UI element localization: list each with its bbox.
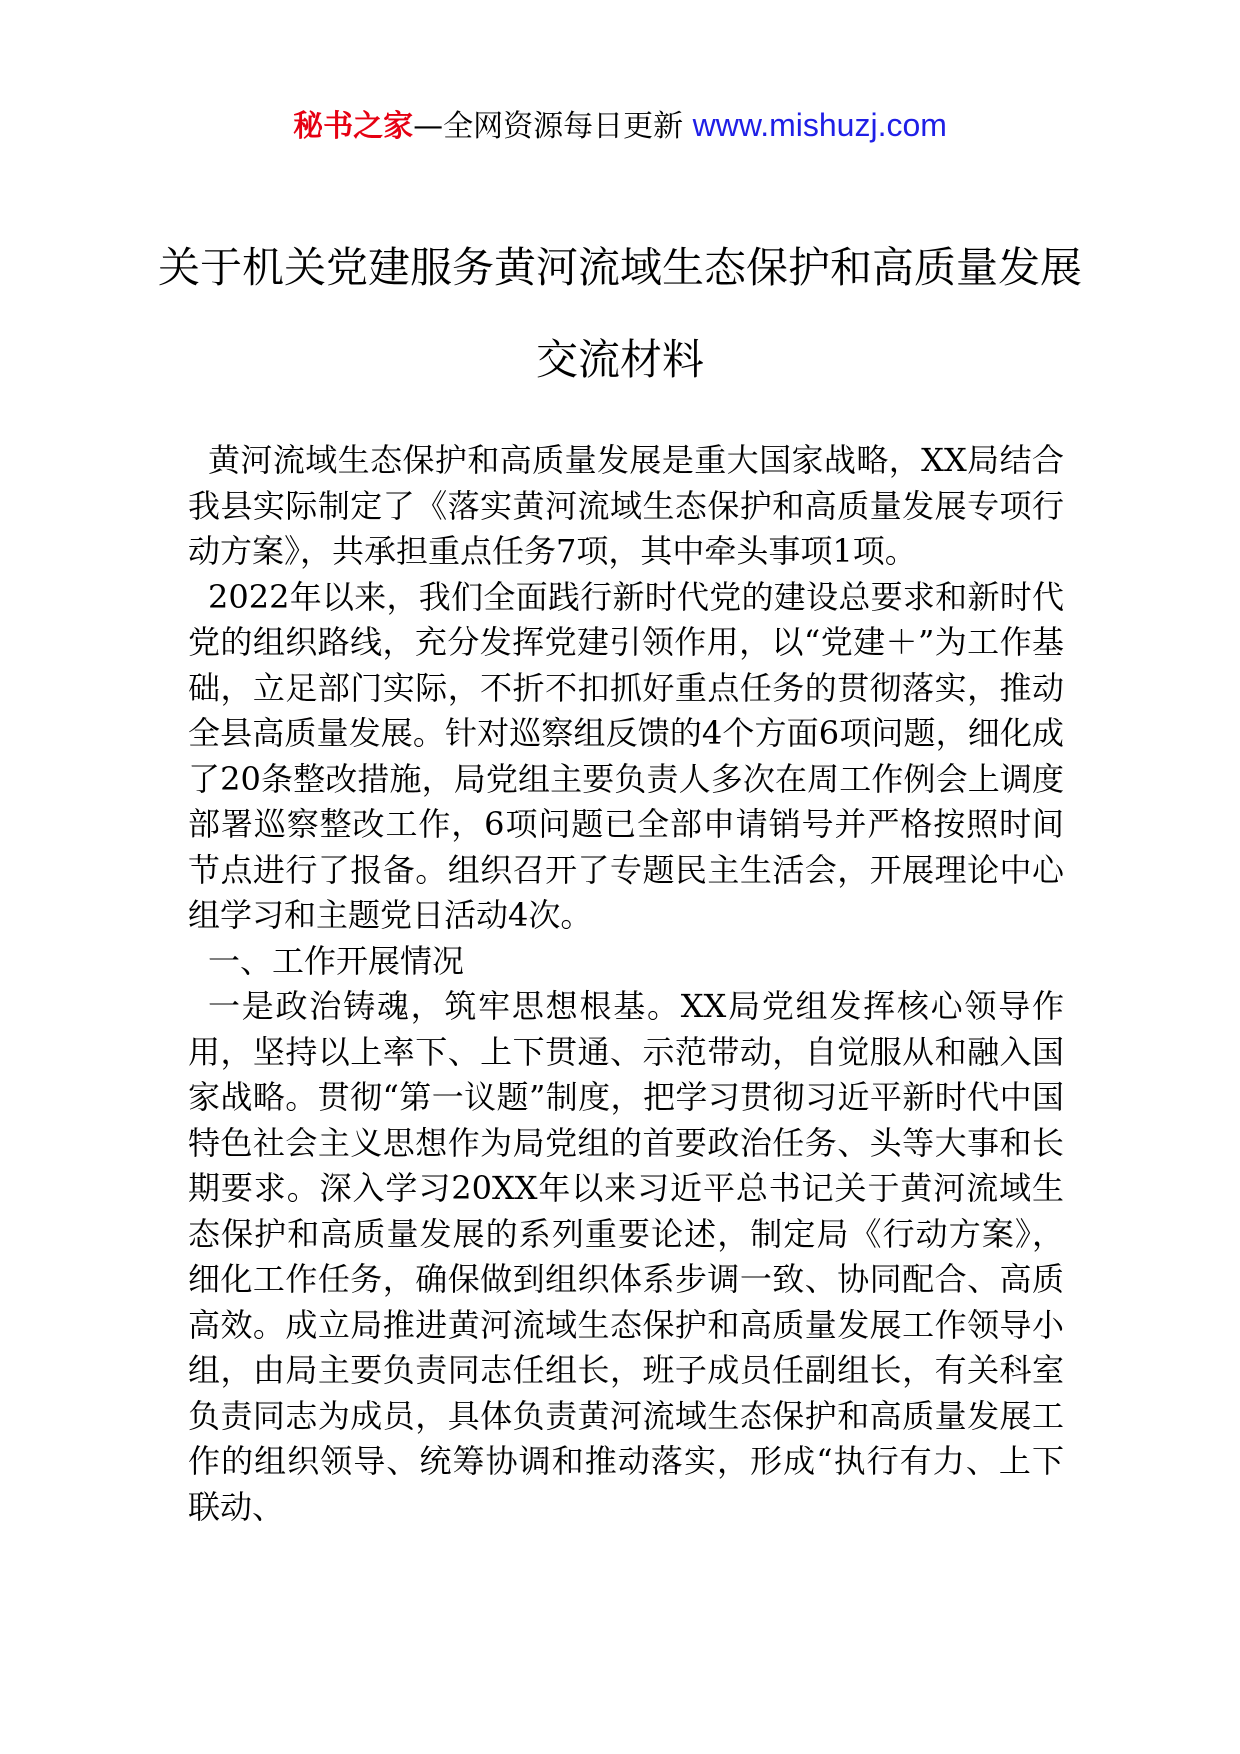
site-brand: 秘书之家 <box>293 109 414 144</box>
paragraph-intro: 黄河流域生态保护和高质量发展是重大国家战略，XX局结合我县实际制定了《落实黄河流域生态保护和高质量发展专项行动方案》，共承担重点任务7项，其中牵头事项1项。 <box>188 441 1064 570</box>
paragraph-overview: 2022年以来，我们全面践行新时代党的建设总要求和新时代党的组织路线，充分发挥党建引领作用，以“党建＋”为工作基础，立足部门实际，不折不扣抓好重点任务的贯彻落实，推动全县高质量发展。针对巡察组反馈的4个方面6项问题，细化成了20条整改措施，局党组主要负责人多次在周工作例会上调度部署巡察整改工作，6项问题已全部申请销号并严格按照时间节点进行了报备。组织召开了专题民主生活会，开展理论中心组学习和主题党日活动4次。 <box>188 577 1064 934</box>
document-body <box>188 438 1064 1530</box>
site-url-link[interactable]: www.mishuzj.com <box>692 107 947 143</box>
site-header <box>0 100 1240 152</box>
document-title: 关于机关党建服务黄河流域生态保护和高质量发展交流材料 <box>157 243 1082 384</box>
site-tagline: —全网资源每日更新 <box>413 109 684 144</box>
section-heading: 一、工作开展情况 <box>208 941 465 980</box>
paragraph-political: 一是政治铸魂，筑牢思想根基。XX局党组发挥核心领导作用，坚持以上率下、上下贯通、示范带动，自觉服从和融入国家战略。贯彻“第一议题”制度，把学习贯彻习近平新时代中国特色社会主义思想作为局党组的首要政治任务、头等大事和长期要求。深入学习20XX年以来习近平总书记关于黄河流域生态保护和高质量发展的系列重要论述，制定局《行动方案》，细化工作任务，确保做到组织体系步调一致、协同配合、高质高效。成立局推进黄河流域生态保护和高质量发展工作领导小组，由局主要负责同志任组长，班子成员任副组长，有关科室负责同志为成员，具体负责黄河流域生态保护和高质量发展工作的组织领导、统筹协调和推动落实，形成“执行有力、上下联动、 <box>188 987 1064 1526</box>
